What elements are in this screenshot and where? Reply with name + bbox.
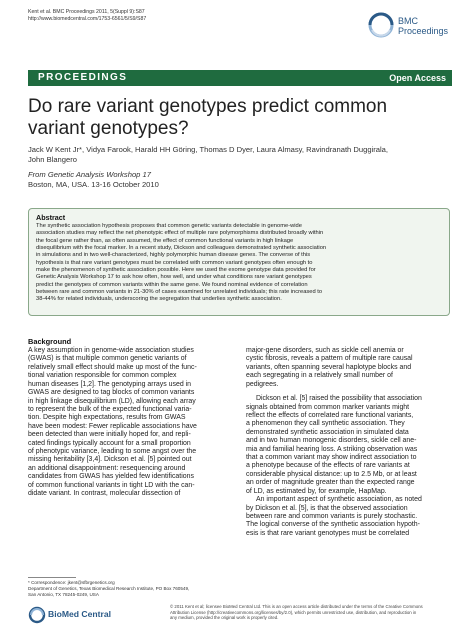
correspondence-footnote [28, 580, 238, 598]
body-line: that a common variant may show indirect association to [246, 454, 417, 462]
body-line: an order of magnitude greater than the expected range [246, 479, 415, 487]
body-line: (GWAS) is that multiple common genetic variants of [28, 355, 187, 363]
body-line: considerable physical distance: up to 2.5 Mb, or at least [246, 470, 417, 478]
body-line: been detected than were initially hoped for, and repli- [28, 431, 191, 439]
source-location-date: Boston, MA, USA. 13-16 October 2010 [28, 180, 159, 189]
abstract-line: Genetic Analysis Workshop 17 to ask how often, how well, and under what conditions rare variant genotypes [36, 274, 312, 281]
body-line: missing heritability [3,4]. Dickson et al. [5] pointed out [28, 456, 192, 464]
abstract-line: make the phenomenon of synthetic association possible. Here we used the exome genotype data provided for [36, 267, 316, 274]
article-title [28, 96, 448, 140]
logo-line-2: Proceedings [398, 26, 449, 36]
title-line-2: variant genotypes? [28, 118, 189, 139]
body-line: major-gene disorders, such as sickle cell anemia or [246, 347, 404, 354]
license-notice [170, 604, 452, 621]
body-line: of common functional variants in tight LD with the can- [28, 481, 195, 489]
body-line: human diseases [1,2]. The genotyping arrays used in [28, 380, 192, 388]
citation [28, 9, 146, 23]
body-line: a phenomenon they call synthetic association. They [246, 420, 405, 428]
footnote-rule [28, 577, 76, 578]
body-line: relatively small effect should make up most of the func- [28, 363, 197, 371]
citation-url[interactable]: http://www.biomedcentral.com/1753-6561/5/S9/S87 [28, 16, 147, 22]
body-line: signals obtained from common marker variants might [246, 403, 410, 411]
logo-line-1: BMC [398, 16, 418, 26]
body-line: between rare and common variants is purely stochastic. [246, 513, 418, 521]
body-column-left [28, 347, 232, 499]
body-line: candidates from GWAS has yielded few identifications [28, 473, 194, 481]
body-line: a phenotype because of the effects of rare variants at [246, 462, 410, 470]
body-line: reflect the effects of correlated rare functional variants, [246, 411, 414, 419]
abstract-line: The synthetic association hypothesis proposes that common genetic variants detectable in genome-wide [36, 223, 302, 229]
body-line: GWAS are designed to tag blocks of common variants [28, 389, 195, 397]
body-line: by Dickson et al. [5], is that the observed association [246, 504, 408, 512]
body-line: variants, often spanning several haplotype blocks and [246, 363, 412, 371]
authors-line-2: John Blangero [28, 155, 77, 164]
license-line: any medium, provided the original work is properly cited. [170, 615, 279, 620]
biomed-central-text: BioMed Central [48, 609, 112, 619]
body-line: in high linkage disequilibrium (LD), allowing each array [28, 397, 196, 405]
body-line: Dickson et al. [5] raised the possibility that association [256, 395, 422, 403]
correspondence-department: Department of Genetics, Texas Biomedical Research Institute, PO Box 760549, [28, 586, 190, 591]
correspondence-address: San Antonio, TX 78245-0249, USA [28, 592, 99, 597]
abstract-line: the focal gene rather than, as often assumed, the effect of common functional variants in high linkage [36, 237, 294, 244]
body-line: to represent the bulk of the expected functional varia- [28, 405, 192, 413]
author-list [28, 145, 448, 165]
body-line: A key assumption in genome-wide association studies [28, 347, 194, 354]
body-line: demonstrated synthetic association in simulated data [246, 428, 409, 436]
body-column-right [246, 347, 451, 538]
abstract-line: association studies may reflect the net phenotypic effect of multiple rare polymorphisms distributed broadly within [36, 230, 324, 237]
source-workshop: From Genetic Analysis Workshop 17 [28, 170, 151, 179]
biomed-central-logo [28, 606, 128, 624]
abstract-line: in simulations and in two well-characterized, highly polymorphic human disease genes. The converse of this [36, 252, 311, 259]
license-line: © 2011 Kent et al; licensee BioMed Central Ltd. This is an open access article distributed under the terms of the Creative Commons [170, 604, 423, 609]
abstract-heading: Abstract [36, 213, 66, 222]
citation-line-1: Kent et al. BMC Proceedings 2011, 5(Suppl 9):S87 [28, 9, 145, 15]
bmc-proceedings-logo [366, 8, 454, 42]
title-line-1: Do rare variant genotypes predict common [28, 96, 388, 117]
body-line: esis is that rare variant genotypes must be correlated [246, 529, 410, 537]
body-line: An important aspect of synthetic association, as noted [256, 496, 422, 504]
authors-line-1: Jack W Kent Jr*, Vidya Farook, Harald HH Göring, Thomas D Dyer, Laura Almasy, Ravindranath Duggirala, [28, 145, 389, 154]
abstract-text [36, 223, 444, 304]
abstract-line: disequilibrium with the focal marker. In a recent study, Dickson and colleagues demonstrated synthetic association [36, 245, 327, 252]
abstract-line: predict the genotypes of common variants within the same gene. We found nominal evidence of correlation [36, 281, 308, 288]
abstract-line: hypothesis is that rare variant genotypes must be correlated with common variant genotypes often enough to [36, 259, 313, 266]
body-line: cated findings typically account for a small proportion [28, 439, 191, 447]
banner-proceedings-label: PROCEEDINGS [38, 72, 128, 83]
logo-text [398, 16, 448, 36]
body-line: an additional disappointment: resequencing around [28, 464, 186, 472]
body-line: tional variation responsible for common complex [28, 372, 177, 380]
abstract-line: 38-44% for related individuals, underscoring the segregation that underlies synthetic association. [36, 296, 282, 303]
body-line: of LD, as estimated by, for example, HapMap. [246, 487, 387, 495]
body-line: didate variant. In contrast, molecular dissection of [28, 490, 181, 498]
section-banner [28, 70, 452, 86]
body-line: pedigrees. [246, 380, 279, 388]
abstract-line: between rare and common variants in 21-30% of cases examined for unrelated individuals; this rate increased to [36, 289, 323, 296]
banner-open-access-label: Open Access [389, 73, 446, 83]
correspondence-email[interactable]: * Correspondence: jkent@sfbrgenetics.org [28, 580, 115, 585]
body-line: of phenotypic variance, leading to some angst over the [28, 448, 197, 456]
body-line: and in two human monogenic disorders, sickle cell ane- [246, 437, 417, 445]
body-line: mia and familial hearing loss. A striking observation was [246, 445, 418, 453]
background-heading: Background [28, 337, 72, 346]
license-line: Attribution License (http://creativecommons.org/licenses/by/2.0), which permits unrestricted use, distribution, and reproduction in [170, 609, 417, 615]
body-line: have been modest: Fewer replicable associations have [28, 422, 197, 430]
body-line: cystic fibrosis, reveals a pattern of multiple rare causal [246, 355, 413, 363]
body-line: The logical converse of the synthetic association hypoth- [246, 521, 420, 529]
biomed-central-icon [28, 606, 46, 624]
body-line: tion. Despite high expectations, results from GWAS [28, 414, 186, 422]
abstract-box [28, 208, 450, 316]
body-line: each segregating in a relatively small number of [246, 372, 393, 380]
bmc-swirl-icon [366, 10, 396, 40]
